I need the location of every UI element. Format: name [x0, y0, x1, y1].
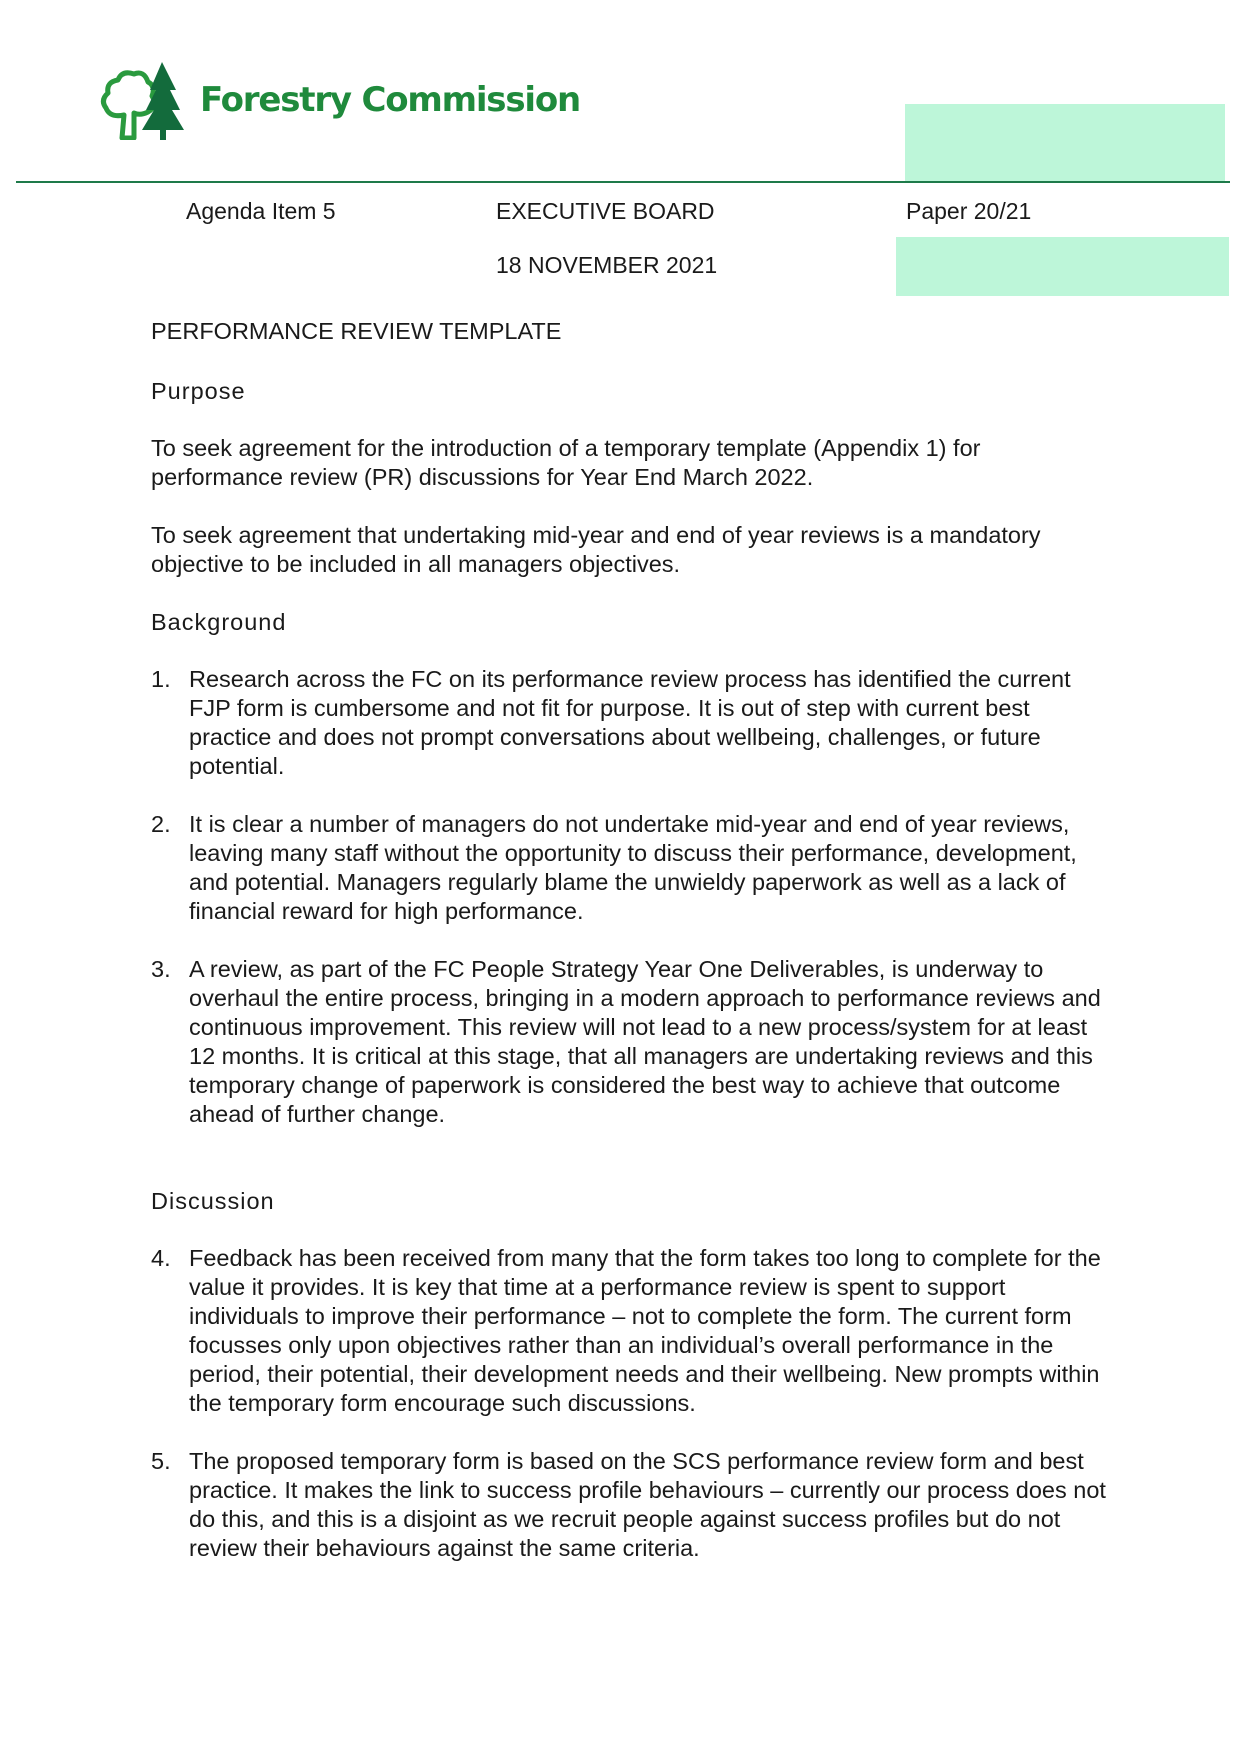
list-item-number: 1. [151, 666, 171, 692]
list-item [151, 1244, 1111, 1418]
list-item-text: Feedback has been received from many that the form takes too long to complete for the value it provides. It is key that time at a performance review is spent to support individuals to improve their performance – not to complete the form. The current form focusses only upon objectives rather than an individual’s overall performance in the period, their potential, their development needs and their wellbeing. New prompts within the temporary form encourage such discussions. [189, 1245, 1101, 1416]
list-item-text: It is clear a number of managers do not undertake mid-year and end of year reviews, leaving many staff without the opportunity to discuss their performance, development, and potential. Managers regularly blame the unwieldy paperwork as well as a lack of financial reward for high performance. [189, 811, 1077, 924]
list-item-number: 5. [151, 1448, 171, 1474]
list-item-text: The proposed temporary form is based on the SCS performance review form and best practice. It makes the link to success profile behaviours – currently our process does not do this, and this is a disjoint as we recruit people against success profiles but do not review their behaviours against the same criteria. [189, 1448, 1106, 1561]
section-heading-purpose: Purpose [151, 378, 246, 404]
highlight-box-top [905, 104, 1225, 182]
meeting-date: 18 NOVEMBER 2021 [496, 252, 718, 278]
list-item-number: 3. [151, 956, 171, 982]
list-item [151, 665, 1111, 781]
list-item-text: A review, as part of the FC People Strategy Year One Deliverables, is underway to overhaul the entire process, bringing in a modern approach to performance reviews and continuous improvement. This review will not lead to a new process/system for at least 12 months. It is critical at this stage, that all managers are undertaking reviews and this temporary change of paperwork is considered the best way to achieve that outcome ahead of further change. [189, 956, 1101, 1127]
list-item-number: 4. [151, 1245, 171, 1271]
paper-number: Paper 20/21 [906, 198, 1032, 224]
document-title: PERFORMANCE REVIEW TEMPLATE [151, 318, 562, 344]
list-item [151, 810, 1111, 926]
header-rule [16, 181, 1230, 183]
purpose-paragraph: To seek agreement for the introduction of a temporary template (Appendix 1) for performance review (PR) discussions for Year End March 2022. [151, 435, 981, 490]
highlight-box-bottom [896, 237, 1229, 296]
section-heading-background: Background [151, 609, 287, 635]
logo-wordmark: Forestry Commission [200, 80, 581, 120]
list-item-text: Research across the FC on its performance review process has identified the current FJP form is cumbersome and not fit for purpose. It is out of step with current best practice and does not prompt conversations about wellbeing, challenges, or future potential. [189, 666, 1071, 779]
board-name: EXECUTIVE BOARD [496, 198, 715, 224]
list-item [151, 955, 1111, 1129]
list-item-number: 2. [151, 811, 171, 837]
tree-logo-icon [100, 60, 192, 140]
list-item [151, 1447, 1111, 1563]
document-body [151, 317, 1111, 1563]
section-heading-discussion: Discussion [151, 1188, 275, 1214]
purpose-paragraph: To seek agreement that undertaking mid-year and end of year reviews is a mandatory objective to be included in all managers objectives. [151, 522, 1041, 577]
forestry-commission-logo [100, 60, 580, 140]
agenda-item: Agenda Item 5 [186, 198, 336, 224]
